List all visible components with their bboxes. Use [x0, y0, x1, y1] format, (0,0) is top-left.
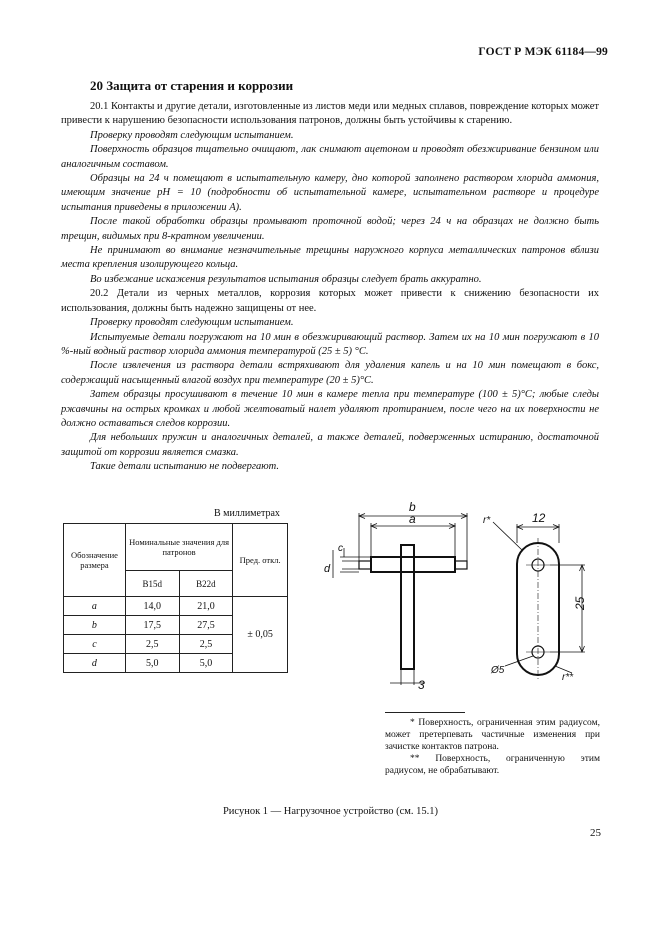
dim-label-25: 25 [573, 596, 587, 610]
paragraph: Такие детали испытанию не подвергают. [90, 461, 279, 473]
column-header-tolerance: Пред. откл. [233, 524, 288, 597]
dim-label-r-dstar: r** [562, 672, 574, 683]
dim-label-r-star: r* [483, 515, 491, 526]
unit-note: В миллиметрах [214, 508, 280, 519]
load-device-drawing [300, 498, 600, 698]
paragraph: 20.1 Контакты и другие детали, изготовленные из листов меди или медных сплавов, повреждение которых может привести к нарушению безопасности использования патронов, должны быть устойчивы к старению. [61, 101, 599, 127]
dim-label-b: b [409, 500, 416, 514]
dim-label-d: d [324, 563, 331, 575]
page-number: 25 [590, 827, 601, 839]
dim-label-3: 3 [418, 678, 425, 692]
dim-label-a: a [409, 512, 416, 526]
cell-b15d: 2,5 [125, 635, 179, 654]
dim-label-c: c [338, 543, 343, 554]
document-header: ГОСТ Р МЭК 61184—99 [478, 46, 608, 58]
paragraph: Во избежание искажения результатов испытания образцы следует брать аккуратно. [90, 273, 482, 285]
cell-b22d: 21,0 [179, 597, 233, 616]
dim-label-12: 12 [532, 511, 546, 525]
footnote-rule [385, 712, 465, 713]
paragraph: Проверку проводят следующим испытанием. [90, 129, 294, 141]
paragraph: После такой обработки образцы промывают проточной водой; через 24 ч на образцах не должно быть трещин, видимых при 8-кратном увеличении. [61, 216, 599, 242]
paragraph: Испытуемые детали погружают на 10 мин в обезжиривающий раствор. Затем их на 10 мин погружают в 10 %-ный водный раствор хлорида аммония температурой (25 ± 5) °С. [61, 331, 599, 357]
footnote: * Поверхность, ограниченная этим радиусом, может претерпевать частичные изменения при зачистке контактов патрона. [385, 718, 600, 752]
cell-name: a [64, 597, 126, 616]
paragraph: Не принимают во внимание незначительные трещины наружного корпуса металлических патронов вблизи места крепления изолирующего кольца. [61, 245, 599, 271]
dim-label-phi5: Ø5 [491, 665, 505, 676]
cell-b15d: 5,0 [125, 654, 179, 673]
cell-name: b [64, 616, 126, 635]
cell-name: c [64, 635, 126, 654]
paragraph: Проверку проводят следующим испытанием. [90, 317, 294, 329]
cell-tolerance: ± 0,05 [233, 597, 288, 673]
footnote: ** Поверхность, ограниченную этим радиусом, не обрабатывают. [385, 754, 600, 776]
paragraph: Затем образцы просушивают в течение 10 мин в камере тепла при температуре (100 ± 5)°С; любые следы ржавчины на острых кромках и любой желтоватый налет удаляют протиранием, после чего на их поверхности не должно оставаться следов коррозии. [61, 389, 599, 429]
column-header-b15d: B15d [125, 571, 179, 597]
cell-b15d: 17,5 [125, 616, 179, 635]
paragraph: Образцы на 24 ч помещают в испытательную камеру, дно которой заполнено раствором хлорида аммония, имеющим значение pH = 10 (подробности об испытательной камере, испытательном растворе и процедуре испытания приведены в приложении А). [61, 173, 599, 213]
t-part-right-pin [455, 561, 467, 569]
section-title: 20 Защита от старения и коррозии [90, 78, 294, 93]
t-part-vertical [401, 545, 414, 669]
paragraph: 20.2 Детали из черных металлов, коррозия которых может привести к снижению безопасности их использования, должны быть надежно защищены от нее. [61, 288, 599, 314]
t-part-left-pin [359, 561, 371, 569]
column-header-designation: Обозначение размера [64, 524, 126, 597]
cell-b22d: 27,5 [179, 616, 233, 635]
paragraph: Для небольших пружин и аналогичных деталей, а также деталей, подверженных истиранию, достаточной защитой от коррозии является смазка. [61, 432, 599, 458]
paragraph: Поверхность образцов тщательно очищают, лак снимают ацетоном и проводят обезжиривание бензином или аналогичным составом. [61, 144, 599, 170]
column-header-nominal: Номинальные значения для патронов [125, 524, 232, 571]
paragraph: После извлечения из раствора детали встряхивают для удаления капель и на 10 мин помещают в бокс, содержащий насыщенный влагой воздух при температуре (20 ± 5)°С. [61, 360, 599, 386]
cell-b15d: 14,0 [125, 597, 179, 616]
cell-name: d [64, 654, 126, 673]
table-row [64, 597, 288, 616]
footnotes [385, 712, 600, 777]
cell-b22d: 5,0 [179, 654, 233, 673]
body-text [61, 100, 599, 475]
cell-b22d: 2,5 [179, 635, 233, 654]
dimensions-table [63, 523, 288, 673]
column-header-b22d: B22d [179, 571, 233, 597]
figure-caption: Рисунок 1 — Нагрузочное устройство (см. 15.1) [222, 806, 439, 817]
